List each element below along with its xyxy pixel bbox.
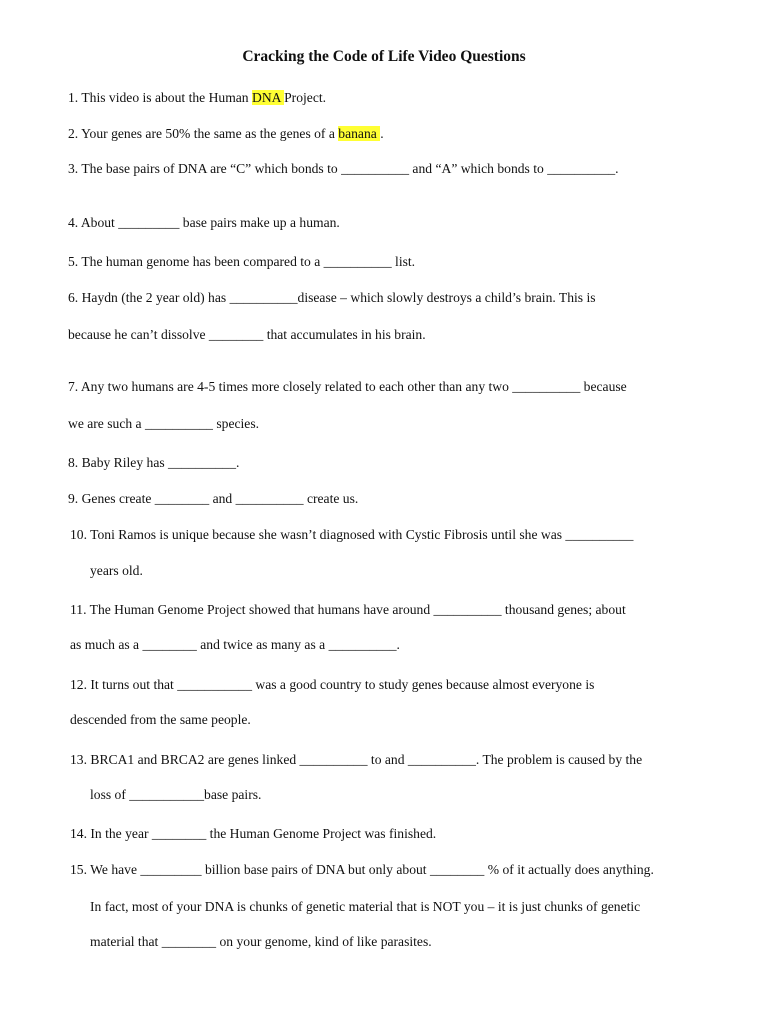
question-6: 6. Haydn (the 2 year old) has __________disease – which slowly destroys a child’s brain. This is <box>68 290 596 305</box>
question-2 <box>68 125 384 143</box>
question-12: 12. It turns out that ___________ was a good country to study genes because almost everyone is <box>70 677 595 692</box>
question-8: 8. Baby Riley has __________. <box>68 455 240 470</box>
question-13-continued: loss of ___________base pairs. <box>90 787 262 802</box>
question-text: 1. This video is about the Human <box>68 90 253 105</box>
question-text: Project. <box>284 90 327 105</box>
question-text: . <box>380 126 384 141</box>
question-10-continued: years old. <box>90 563 143 578</box>
highlighted-answer: DNA <box>252 90 285 105</box>
question-9: 9. Genes create ________ and __________ create us. <box>68 491 359 506</box>
question-11-continued: as much as a ________ and twice as many as a __________. <box>70 637 400 652</box>
question-4: 4. About _________ base pairs make up a human. <box>68 215 340 230</box>
question-14: 14. In the year ________ the Human Genome Project was finished. <box>70 826 437 841</box>
highlighted-answer: banana <box>338 126 381 141</box>
question-7-continued: we are such a __________ species. <box>68 416 260 431</box>
question-7: 7. Any two humans are 4-5 times more closely related to each other than any two __________ because <box>68 379 627 394</box>
page-title: Cracking the Code of Life Video Questions <box>242 48 526 65</box>
question-10: 10. Toni Ramos is unique because she wasn’t diagnosed with Cystic Fibrosis until she was __________ <box>70 527 634 542</box>
question-12-continued: descended from the same people. <box>70 712 251 727</box>
question-13: 13. BRCA1 and BRCA2 are genes linked __________ to and __________. The problem is caused by the <box>70 752 643 767</box>
question-11: 11. The Human Genome Project showed that humans have around __________ thousand genes; about <box>70 602 626 617</box>
question-1 <box>68 89 326 107</box>
question-15: 15. We have _________ billion base pairs of DNA but only about ________ % of it actually does anything. <box>70 862 654 877</box>
question-6-continued: because he can’t dissolve ________ that accumulates in his brain. <box>68 327 426 342</box>
question-text: 2. Your genes are 50% the same as the genes of a <box>68 126 339 141</box>
question-5: 5. The human genome has been compared to a __________ list. <box>68 254 416 269</box>
question-15-continued: material that ________ on your genome, kind of like parasites. <box>90 934 432 949</box>
question-15-continued: In fact, most of your DNA is chunks of genetic material that is NOT you – it is just chunks of genetic <box>90 899 641 914</box>
question-3: 3. The base pairs of DNA are “C” which bonds to __________ and “A” which bonds to __________. <box>68 161 619 176</box>
